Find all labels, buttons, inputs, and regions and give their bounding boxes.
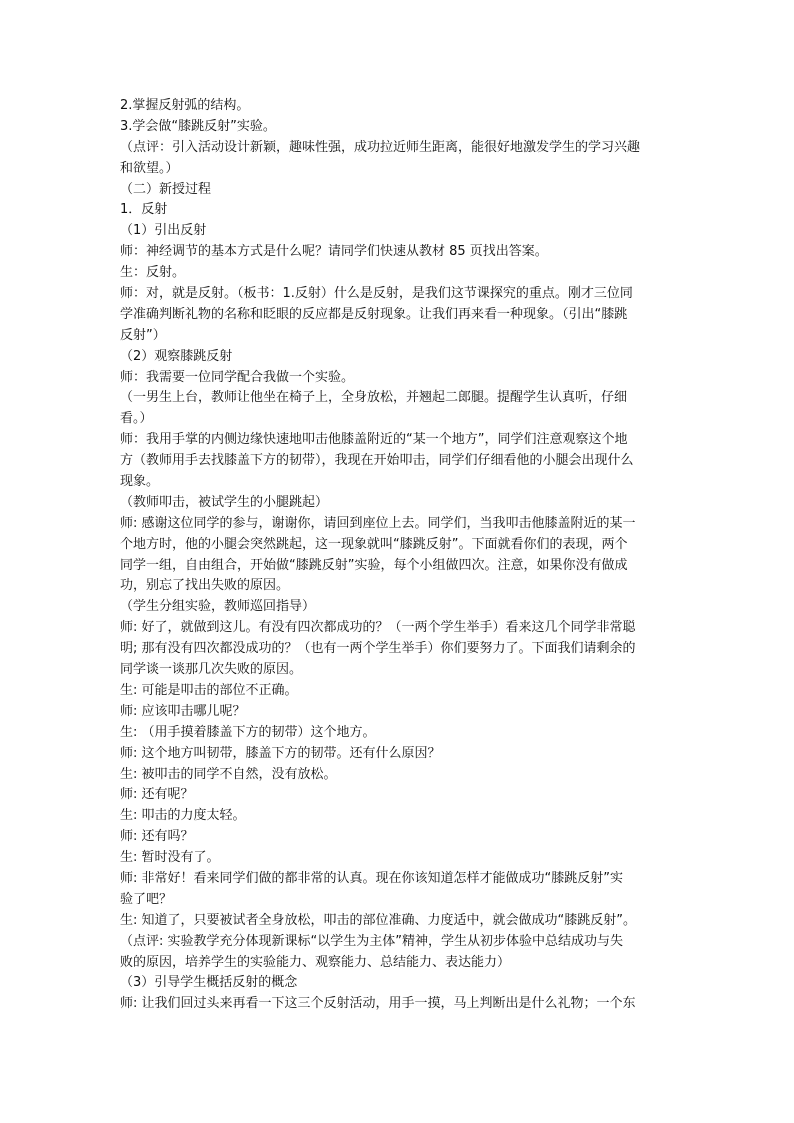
dialogue-line: 功，别忘了找出失败的原因。 — [120, 578, 290, 594]
section-heading: （二）新授过程 — [120, 181, 212, 197]
dialogue-line: 师: 这个地方叫韧带，膝盖下方的韧带。还有什么原因？ — [120, 745, 441, 761]
dialogue-line: 师: 好了，就做到这儿。有没有四次都成功的？（一两个学生举手）看来这几个同学非常聪 — [120, 620, 636, 636]
stage-direction: （一男生上台，教师让他坐在椅子上，全身放松，并翘起二郎腿。提醒学生认真听，仔细 — [120, 390, 628, 406]
stage-direction: （教师叩击，被试学生的小腿跳起） — [120, 494, 329, 510]
stage-direction: 看。） — [120, 411, 153, 427]
text-line: 2.掌握反射弧的结构。 — [120, 98, 250, 113]
comment-line: （点评：引入活动设计新颖，趣味性强，成功拉近师生距离，能很好地激发学生的学习兴趣 — [120, 139, 641, 155]
dialogue-line: 反射”） — [120, 327, 166, 343]
dialogue-line: 师：我需要一位同学配合我做一个实验。 — [120, 369, 355, 385]
dialogue-line: 学准确判断礼物的名称和眨眼的反应都是反射现象。让我们再来看一种现象。（引出“膝跳 — [120, 306, 628, 322]
dialogue-line: 生: 可能是叩击的部位不正确。 — [120, 682, 298, 698]
dialogue-line: 师: 应该叩击哪儿呢？ — [120, 703, 246, 719]
dialogue-line: 生: 叩击的力度太轻。 — [120, 808, 246, 824]
dialogue-line: 生: （用手摸着膝盖下方的韧带）这个地方。 — [120, 724, 376, 740]
text-line: 3.学会做“膝跳反射”实验。 — [120, 118, 276, 134]
stage-direction: （学生分组实验，教师巡回指导） — [120, 599, 316, 615]
dialogue-line: 生: 暂时没有了。 — [120, 850, 220, 866]
dialogue-line: 师: 感谢这位同学的参与，谢谢你，请回到座位上去。同学们，当我叩击他膝盖附近的某一 — [120, 515, 636, 531]
dialogue-line: 师：对，就是反射。（板书：1.反射）什么是反射，是我们这节课探究的重点。刚才三位同 — [120, 286, 633, 302]
step-heading: （1）引出反射 — [120, 223, 207, 239]
dialogue-line: 方（教师用手去找膝盖下方的韧带），我现在开始叩击，同学们仔细看他的小腿会出现什么 — [120, 453, 634, 469]
dialogue-line: 同学谈一谈那几次失败的原因。 — [120, 662, 303, 678]
subsection-heading: 1．反射 — [120, 202, 168, 218]
dialogue-line: 师: 还有呢？ — [120, 787, 194, 803]
dialogue-line: 同学一组，自由组合，开始做“膝跳反射”实验，每个小组做四次。注意，如果你没有做成 — [120, 557, 628, 573]
comment-line: 败的原因，培养学生的实验能力、观察能力、总结能力、表达能力） — [120, 954, 511, 970]
dialogue-line: 师: 让我们回过头来再看一下这三个反射活动，用手一摸，马上判断出是什么礼物；一个东 — [120, 996, 636, 1012]
dialogue-line: 生: 知道了，只要被试者全身放松，叩击的部位准确、力度适中，就会做成功“膝跳反射”。 — [120, 912, 636, 928]
dialogue-line: 师：神经调节的基本方式是什么呢？请同学们快速从教材 85 页找出答案。 — [120, 244, 548, 260]
document-body — [120, 96, 675, 1015]
dialogue-line: 生: 被叩击的同学不自然，没有放松。 — [120, 766, 337, 782]
dialogue-line: 师：我用手掌的内侧边缘快速地叩击他膝盖附近的“某一个地方”，同学们注意观察这个地 — [120, 432, 628, 448]
comment-line: 和欲望。） — [120, 160, 179, 176]
step-heading: （3）引导学生概括反射的概念 — [120, 975, 298, 991]
dialogue-line: 验了吧？ — [120, 891, 173, 907]
dialogue-line: 师: 还有吗？ — [120, 829, 194, 845]
dialogue-line: 明; 那有没有四次都没成功的？（也有一两个学生举手）你们要努力了。下面我们请剩余的 — [120, 641, 636, 657]
comment-line: （点评: 实验教学充分体现新课标“以学生为主体”精神，学生从初步体验中总结成功与失 — [120, 933, 623, 949]
step-heading: （2）观察膝跳反射 — [120, 348, 233, 364]
dialogue-line: 生：反射。 — [120, 265, 186, 281]
dialogue-line: 现象。 — [120, 474, 160, 490]
dialogue-line: 个地方时，他的小腿会突然跳起，这一现象就叫“膝跳反射”。下面就看你们的表现，两个 — [120, 536, 628, 552]
dialogue-line: 师: 非常好！看来同学们做的都非常的认真。现在你该知道怎样才能做成功“膝跳反射”实 — [120, 870, 623, 886]
